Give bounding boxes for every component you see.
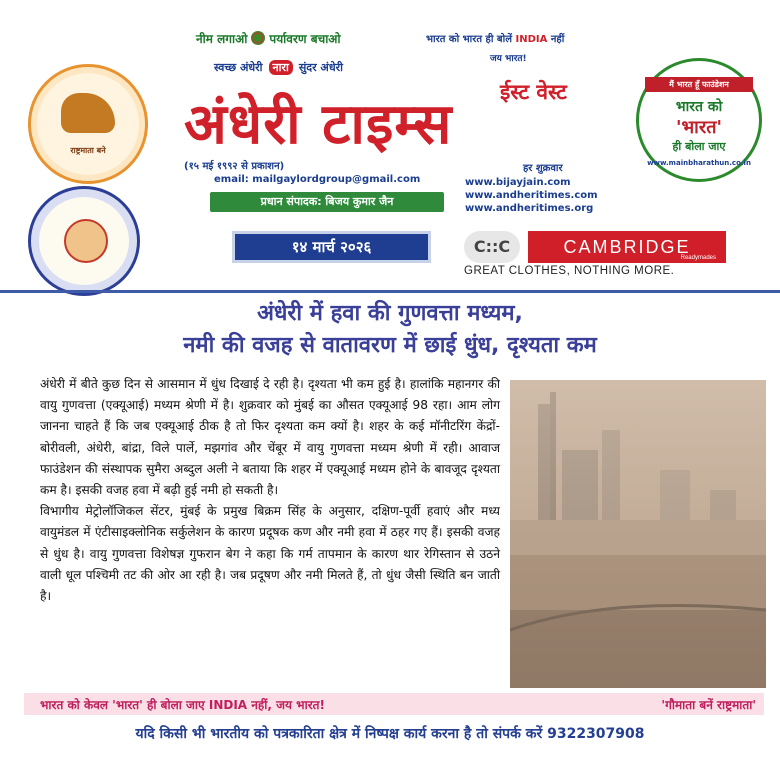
slogan-beautiful: सुंदर अंधेरी <box>298 61 343 74</box>
top-slogan <box>196 30 341 47</box>
logo-line3: ही बोला जाए <box>672 140 726 153</box>
slogan-environment: पर्यावरण बचाओ <box>269 32 341 46</box>
bharat-note <box>426 31 564 45</box>
article-body <box>40 374 500 607</box>
foundation-banner: मैं भारत हूँ फाउंडेशन <box>645 77 753 92</box>
logo-text: राष्ट्रमाता बने <box>70 146 106 155</box>
cambridge-ad[interactable] <box>460 231 730 281</box>
footer-slogan-left: भारत को केवल 'भारत' ही बोला जाए INDIA नहीं, जय भारत! <box>40 698 325 712</box>
article-paragraph: अंधेरी में बीते कुछ दिन से आसमान में धुंध दिखाई दे रही है। दृश्यता भी कम हुई है। हालांकि महानगर की वायु गुणवत्ता (एक्यूआई) मध्यम श्रेणी में है। शुक्रवार को मुंबई का औसत एक्यूआई 98 रहा। आम लोग जानना चाहते हैं कि जब एक्यूआई ठीक है तो फिर दृश्यता कम क्यों है। शहर के कई मॉनीटरिंग केंद्रों-बोरीवली, अंधेरी, बांद्रा, विले पार्ले, मझगांव और चेंबूर में वायु गुणवत्ता मध्यम श्रेणी में रही। आवाज फाउंडेशन की संस्थापक सुमैरा अब्दुल अली ने बताया कि शहर में एक्यूआई मध्यम होने के बावजूद दृश्यता कम है। इसकी वजह हवा में बढ़ी हुई नमी हो सकती है। <box>40 377 500 498</box>
rashtramata-logo <box>28 64 148 184</box>
chief-editor: प्रधान संपादक: बिजय कुमार जैन <box>210 192 444 212</box>
ad-tagline: GREAT CLOTHES, NOTHING MORE. <box>464 265 675 277</box>
clean-andheri-slogan <box>214 60 343 75</box>
leaf-icon <box>251 31 265 45</box>
jai-bharat: जय भारत! <box>490 54 527 64</box>
contact-line: यदि किसी भी भारतीय को पत्रकारिता क्षेत्र में निष्पक्ष कार्य करना है तो संपर्क करें 9322307908 <box>135 726 645 742</box>
hazy-city-photo <box>510 380 766 688</box>
seal-emblem-icon <box>64 219 108 263</box>
header-divider <box>0 290 780 293</box>
slogan-clean: स्वच्छ अंधेरी <box>214 61 263 74</box>
website-link[interactable]: www.andheritimes.com <box>465 190 598 201</box>
headline-line1: अंधेरी में हवा की गुणवत्ता मध्यम, <box>257 301 523 326</box>
website-link[interactable]: www.andheritimes.org <box>465 203 594 214</box>
footer-slogan-right: 'गौमाता बनें राष्ट्रमाता' <box>661 698 756 712</box>
website-link[interactable]: www.bijayjain.com <box>465 177 571 188</box>
slogan-badge: नारा <box>269 60 293 75</box>
hindi-campaign-seal <box>28 186 140 296</box>
logo-line1: भारत को <box>675 99 723 115</box>
bharat-note-text: भारत को भारत ही बोलें <box>426 34 512 45</box>
cow-icon <box>61 93 115 133</box>
east-west-label: ईस्ट वेस्ट <box>500 79 567 104</box>
city-skyline-image <box>510 380 766 688</box>
brand-sub: Readymades <box>680 255 716 261</box>
main-bharat-hun-logo <box>636 58 762 182</box>
cambridge-brand <box>528 231 726 263</box>
masthead-title: अंधेरी टाइम्स <box>184 91 453 157</box>
logo-line2: 'भारत' <box>676 117 722 138</box>
issue-date: १४ मार्च २०२६ <box>232 231 431 263</box>
india-word: INDIA <box>515 34 548 45</box>
article-paragraph: विभागीय मेट्रोलॉजिकल सेंटर, मुंबई के प्रमुख बिक्रम सिंह के अनुसार, दक्षिण-पूर्वी हवाएं और मध्य वायुमंडल में एंटीसाइक्लोनिक सर्कुलेशन के कारण प्रदूषक कण और नमी हवा में ठहर गए हैं। इसकी वजह से धुंध है। वायु गुणवत्ता विशेषज्ञ गुफरान बेग ने कहा कि गर्म तापमान के कारण थार रेगिस्तान से उठने वाली धूल पश्चिमी तट की ओर आ रही है। जब प्रदूषण और नमी मिलते हैं, तो धुंध जैसी स्थिति बन जाती है। <box>40 504 500 604</box>
cambridge-logo-icon: C::C <box>464 231 520 263</box>
footer-slogan-strip <box>24 693 764 715</box>
website-links <box>465 176 598 215</box>
publication-since: (१५ मई १९९२ से प्रकाशन) <box>184 161 285 172</box>
slogan-neem: नीम लगाओ <box>196 32 248 46</box>
brand-name: CAMBRIDGE <box>563 237 691 257</box>
contact-email[interactable]: email: mailgaylordgroup@gmail.com <box>214 174 421 185</box>
publication-frequency: हर शुक्रवार <box>523 163 563 174</box>
article-headline <box>0 298 780 362</box>
headline-line2: नमी की वजह से वातावरण में छाई धुंध, दृश्यता कम <box>183 333 597 358</box>
bharat-note-end: नहीं <box>550 34 565 45</box>
logo-url: www.mainbharathun.co.in <box>647 159 751 167</box>
